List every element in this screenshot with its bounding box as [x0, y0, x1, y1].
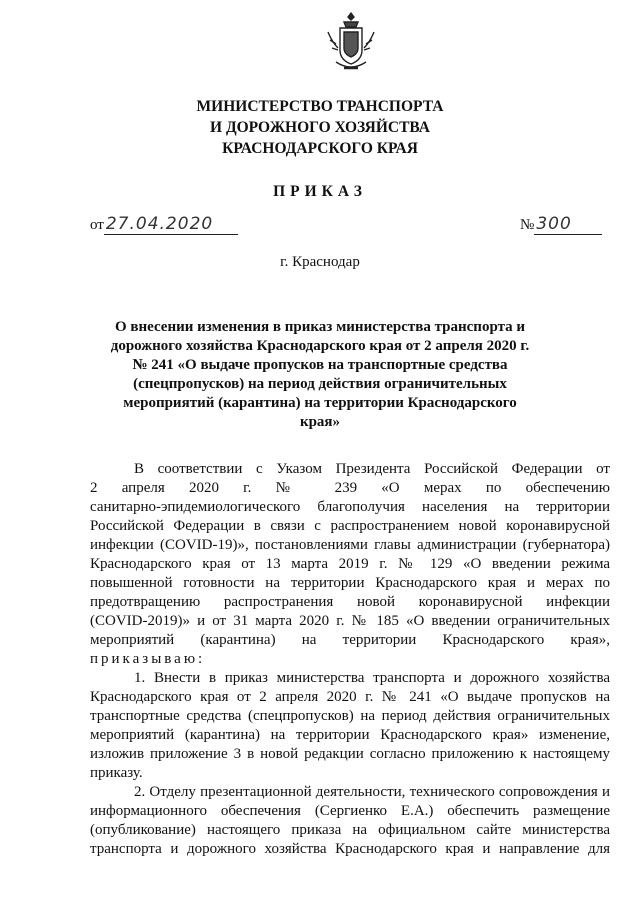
body-line: мероприятий (карантина) на территории Краснодарского края», — [90, 632, 610, 648]
date-prefix: от — [90, 217, 104, 233]
city: г. Краснодар — [280, 254, 360, 270]
body-line: приказываю: — [90, 651, 206, 667]
body-line: Краснодарского края от 13 марта 2019 г. № 129 «О введении режима — [90, 556, 610, 572]
order-title: ПРИКАЗ — [273, 183, 367, 200]
subject-line: О внесении изменения в приказ министерства транспорта и — [114, 319, 526, 335]
body-line: информационного обеспечения (Сергиенко Е.А.) обеспечить размещение — [90, 803, 610, 819]
order-number — [520, 214, 602, 235]
body-line: (опубликование) настоящего приказа на официальном сайте министерства — [90, 822, 610, 838]
subject-line: края» — [299, 414, 341, 430]
body-line: В соответствии с Указом Президента Российской Федерации от — [134, 461, 610, 477]
body-line: приказу. — [90, 765, 143, 781]
body-line: транспортные средства (спецпропусков) на период действия ограничительных — [90, 708, 610, 724]
number-value: 300 — [534, 214, 602, 235]
body-line: санитарно-эпидемиологического благополучия населения на территории — [90, 499, 610, 515]
body-line: Российской Федерации в связи с распространением новой коронавирусной — [90, 518, 610, 534]
body-line: Краснодарского края от 2 апреля 2020 г. № 241 «О выдаче пропусков на — [90, 689, 610, 705]
subject-line: мероприятий (карантина) на территории Краснодарского — [123, 395, 517, 411]
ministry-name-line-3: КРАСНОДАРСКОГО КРАЯ — [222, 140, 418, 157]
body-line: 2. Отделу презентационной деятельности, технического сопровождения и — [134, 784, 610, 800]
number-prefix: № — [520, 217, 535, 233]
body-line: 1. Внести в приказ министерства транспорта и дорожного хозяйства — [134, 670, 610, 686]
ministry-name-line-2: И ДОРОЖНОГО ХОЗЯЙСТВА — [210, 119, 430, 136]
date-value: 27.04.2020 — [104, 214, 238, 235]
body-line: транспорта и дорожного хозяйства Краснодарского края и направление для — [90, 841, 610, 857]
subject-line: (спецпропусков) на период действия ограничительных — [133, 376, 507, 392]
coat-of-arms-icon — [326, 10, 376, 74]
body-line: (COVID-2019)» и от 31 марта 2020 г. № 185 «О введении ограничительных — [90, 613, 610, 629]
body-line: мероприятий (карантина) на территории Краснодарского края» изменение, — [90, 727, 610, 743]
body-line: 2 апреля 2020 г. № 239 «О мерах по обеспечению — [90, 480, 610, 496]
subject-line: № 241 «О выдаче пропусков на транспортные средства — [132, 357, 508, 373]
body-line: предотвращению распространения новой коронавирусной инфекции — [90, 594, 610, 610]
body-line: повышенной готовности на территории Краснодарского края и мерах по — [90, 575, 610, 591]
body-line: изложив приложение 3 в новой редакции согласно приложению к настоящему — [90, 746, 610, 762]
body-line: инфекции (COVID-19)», постановлениями главы администрации (губернатора) — [90, 537, 610, 553]
subject-line: дорожного хозяйства Краснодарского края от 2 апреля 2020 г. — [110, 338, 530, 354]
order-date — [90, 214, 238, 235]
ministry-name-line-1: МИНИСТЕРСТВО ТРАНСПОРТА — [196, 98, 444, 115]
